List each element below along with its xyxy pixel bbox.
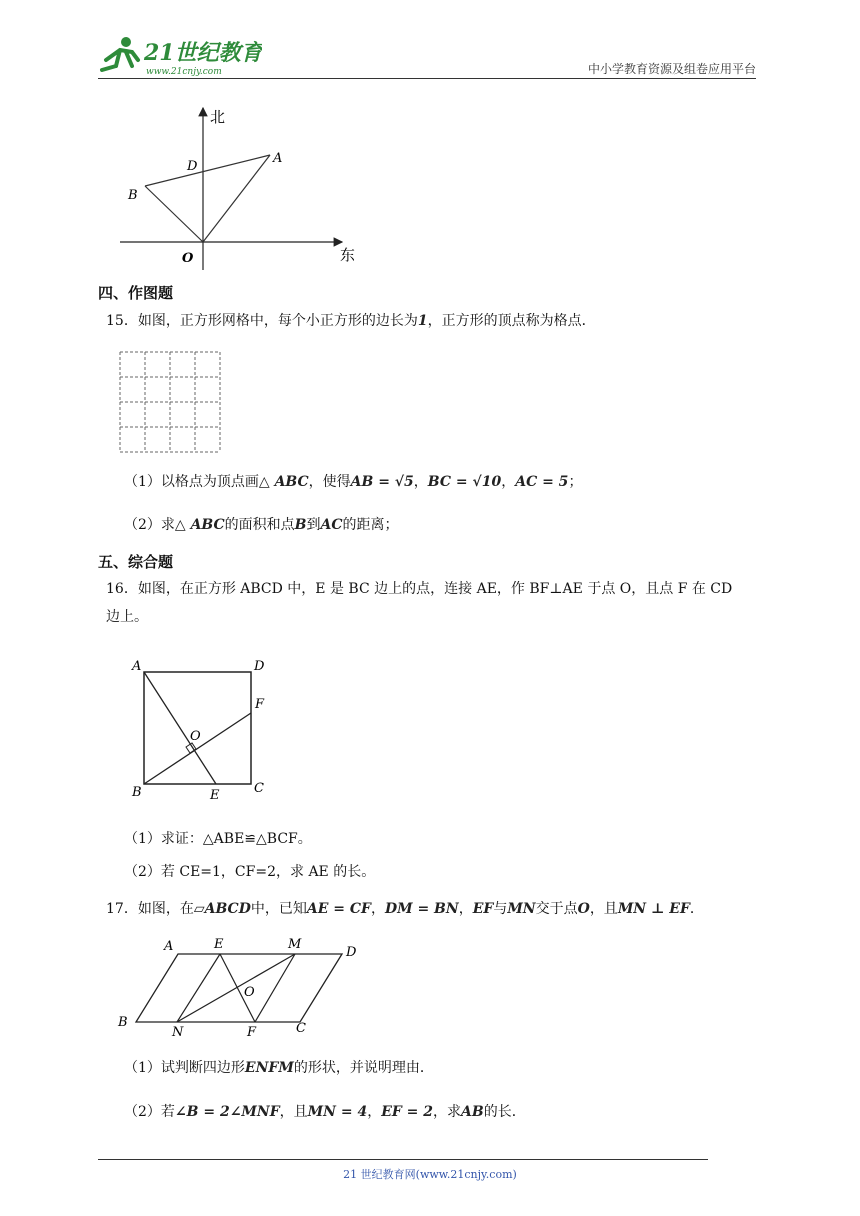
q15-part1 (124, 471, 582, 491)
q15-stem-text-b: ，正方形的顶点称为格点． (427, 313, 596, 329)
q17-p2-math-ab: AB (461, 1104, 484, 1120)
label-east: 东 (340, 246, 356, 264)
q15-p2-math-b: B (294, 517, 307, 533)
q17-text-h: ． (689, 901, 704, 917)
q17-stem (106, 898, 704, 920)
q17-label-f: F (247, 1025, 257, 1040)
q17-math-perp: MN ⊥ EF (617, 901, 690, 917)
q15-p1-text-d: ， (501, 474, 516, 490)
q17-label-d: D (346, 945, 357, 960)
segment-ab (145, 155, 270, 186)
q17-p2-text-d: ，求 (433, 1104, 462, 1120)
q16-label-b: B (132, 785, 142, 800)
q15-p2-text-c: 到 (306, 517, 321, 533)
label-d: D (187, 159, 198, 174)
label-north: 北 (210, 108, 226, 126)
q17-text-d: ， (458, 901, 473, 917)
q15-p1-text-c: ， (413, 474, 428, 490)
site-logo (92, 30, 262, 78)
q17-p1-text-a: （1）试判断四边形 (124, 1060, 245, 1076)
q15-stem-math: 1 (417, 313, 428, 329)
q17-math-ae-cf: AE = CF (306, 901, 371, 917)
runner-logo-icon (92, 30, 262, 78)
q17-label-e: E (214, 937, 224, 952)
q15-p2-text-d: 的距离； (342, 517, 399, 533)
q15-p2-math-triangle: △ ABC (174, 517, 225, 533)
q15-p2-text-b: 的面积和点 (224, 517, 295, 533)
segment-ae (144, 672, 216, 784)
parallelogram-figure (110, 934, 370, 1042)
q17-label-b: B (118, 1015, 128, 1030)
q15-p2-text-a: （2）求 (124, 517, 175, 533)
q17-p2-math-angle: ∠B = 2∠MNF (174, 1104, 280, 1120)
q15-p1-text-a: （1）以格点为顶点画 (124, 474, 259, 490)
q16-part2: （2）若 CE=1，CF=2，求 AE 的长。 (124, 864, 376, 880)
q16-stem-line2: 边上。 (106, 609, 148, 625)
q16-label-o: O (190, 729, 201, 744)
q17-label-m: M (288, 937, 302, 952)
segment-ob (145, 186, 203, 242)
q17-p1-math: ENFM (244, 1060, 294, 1076)
q17-part2 (124, 1101, 526, 1121)
q17-p2-text-a: （2）若 (124, 1104, 175, 1120)
logo-url-text: www.21cnjy.com (146, 67, 222, 77)
q16-label-c: C (254, 781, 264, 796)
q16-label-e: E (210, 788, 220, 803)
q17-text-g: ，且 (589, 901, 618, 917)
q17-text-c: ， (370, 901, 385, 917)
q15-p2-math-ac: AC (320, 517, 343, 533)
q16-label-f: F (255, 697, 265, 712)
segment-bf (144, 713, 251, 784)
square-abcd-figure (128, 650, 278, 808)
q15-p1-math-triangle: △ ABC (258, 474, 309, 490)
parallelogram-abcd (136, 954, 342, 1022)
segment-mf (255, 954, 295, 1022)
q16-stem-line1: 16．如图，在正方形 ABCD 中，E 是 BC 边上的点，连接 AE，作 BF⊥AE 于点 O，且点 F 在 CD (106, 581, 733, 597)
q17-label-c: C (296, 1021, 306, 1036)
footer-link[interactable]: 21 世纪教育网(www.21cnjy.com) (343, 1168, 517, 1181)
q17-label-a: A (164, 939, 174, 954)
segment-oa (203, 155, 270, 242)
q16-part1: （1）求证：△ABE≌△BCF。 (124, 831, 312, 847)
q15-p1-text-e: ； (568, 474, 583, 490)
q17-math-ef: EF (472, 901, 494, 917)
q17-p1-text-b: 的形状，并说明理由． (293, 1060, 434, 1076)
q16-label-d: D (254, 659, 265, 674)
label-a: A (273, 151, 283, 166)
q17-p2-text-c: ， (367, 1104, 382, 1120)
section-title-5: 五、综合题 (98, 553, 174, 571)
q17-math-o: O (577, 901, 590, 917)
q17-label-o: O (244, 985, 255, 1000)
q17-p2-math-ef: EF = 2 (381, 1104, 434, 1120)
section-title-4: 四、作图题 (98, 284, 174, 302)
q17-p2-text-b: ，且 (279, 1104, 308, 1120)
header-divider (98, 78, 756, 79)
q17-p2-math-mn: MN = 4 (307, 1104, 368, 1120)
q16-label-a: A (132, 659, 142, 674)
q17-math-mn: MN (507, 901, 536, 917)
q15-stem-text-a: 15．如图，正方形网格中，每个小正方形的边长为 (106, 313, 418, 329)
q17-math-abcd: ▱ABCD (193, 901, 251, 917)
q17-text-f: 交于点 (535, 901, 578, 917)
q15-p1-text-b: ，使得 (308, 474, 351, 490)
q15-p1-math-ac: AC = 5 (515, 474, 569, 490)
q17-math-dm-bn: DM = BN (384, 901, 459, 917)
q17-text-a: 17．如图，在 (106, 901, 194, 917)
q17-text-e: 与 (493, 901, 508, 917)
square-grid-figure (118, 350, 224, 454)
q17-text-b: 中，已知 (250, 901, 307, 917)
header-platform-text: 中小学教育资源及组卷应用平台 (587, 62, 756, 76)
q17-p2-text-e: 的长． (483, 1104, 526, 1120)
q16-stem (106, 578, 766, 628)
segment-mn (177, 954, 295, 1022)
q17-part1 (124, 1057, 434, 1077)
q17-label-n: N (172, 1025, 184, 1040)
compass-figure (110, 100, 370, 275)
q15-p1-math-ab: AB = √5 (350, 474, 414, 490)
logo-big-text: 21世纪教育 (144, 40, 262, 66)
q15-stem (106, 310, 596, 332)
label-o: O (182, 251, 194, 266)
label-b: B (128, 188, 138, 203)
q15-p1-math-bc: BC = √10 (427, 474, 502, 490)
footer-divider (98, 1159, 708, 1160)
q15-part2 (124, 514, 399, 534)
segment-en (177, 954, 220, 1022)
